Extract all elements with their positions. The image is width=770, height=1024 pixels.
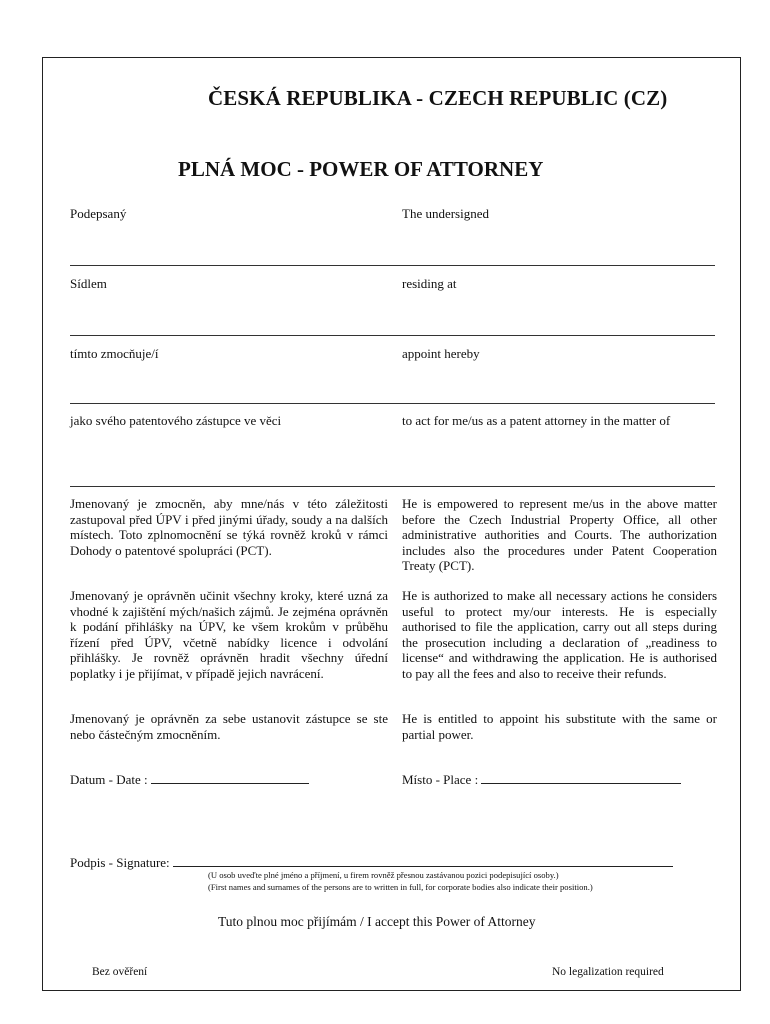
appoint-fill-line[interactable] bbox=[70, 403, 715, 404]
appoint-label-cz: tímto zmocňuje/í bbox=[70, 346, 159, 361]
authorization-clause-en: He is authorized to make all necessary actions he considers useful to protect my/our interests. He is especially authorised to file the application, carry out all steps during the prosecution including a declaration of „readiness to license“ and withdrawing the application. He is authorised to pay all the fees and also to receive their refunds. bbox=[402, 588, 717, 681]
signature-note-cz: (U osob uveďte plné jméno a příjmení, u firem rovněž přesnou zastávanou pozici podepisující osoby.) bbox=[208, 870, 559, 880]
undersigned-label-cz: Podepsaný bbox=[70, 206, 127, 221]
matter-label-en: to act for me/us as a patent attorney in the matter of bbox=[402, 413, 671, 428]
signature-field bbox=[70, 855, 673, 871]
undersigned-label-en: The undersigned bbox=[402, 206, 490, 221]
acceptance-statement: Tuto plnou moc přijímám / I accept this Power of Attorney bbox=[218, 914, 536, 929]
date-label: Datum - Date : bbox=[70, 772, 148, 787]
date-fill-line[interactable] bbox=[151, 772, 309, 784]
document-title: PLNÁ MOC - POWER OF ATTORNEY bbox=[178, 157, 544, 181]
place-fill-line[interactable] bbox=[481, 772, 681, 784]
signature-fill-line[interactable] bbox=[173, 855, 673, 867]
signature-label: Podpis - Signature: bbox=[70, 855, 170, 870]
footer-no-legalization-en: No legalization required bbox=[552, 966, 664, 978]
appoint-label-en: appoint hereby bbox=[402, 346, 480, 361]
place-field bbox=[402, 772, 681, 788]
residing-label-en: residing at bbox=[402, 276, 457, 291]
date-field bbox=[70, 772, 309, 788]
signature-note-en: (First names and surnames of the persons are to written in full, for corporate bodies also indicate their position.) bbox=[208, 882, 593, 892]
empowerment-clause-cz: Jmenovaný je zmocněn, aby mne/nás v této záležitosti zastupoval před ÚPV i před jinými úřady, soudy a na dalších místech. Toto zplnomocnění se týká rovněž kroků v rámci Dohody o patentové spolupráci (PCT). bbox=[70, 496, 388, 558]
authorization-clause-cz: Jmenovaný je oprávněn učinit všechny kroky, které uzná za vhodné k zajištění mých/našich zájmů. Je zejména oprávněn k podání přihlášky na ÚPV, ke všem krokům v průběhu řízení před ÚPV, včetně nabídky licence i odvolání přihlášky. Je rovněž oprávněn hradit všechny úřední poplatky i je přijímat, v případě jejich navrácení. bbox=[70, 588, 388, 681]
place-label: Místo - Place : bbox=[402, 772, 479, 787]
substitute-clause-en: He is entitled to appoint his substitute with the same or partial power. bbox=[402, 711, 717, 742]
residing-label-cz: Sídlem bbox=[70, 276, 107, 291]
substitute-clause-cz: Jmenovaný je oprávněn za sebe ustanovit zástupce se ste nebo částečným zmocněním. bbox=[70, 711, 388, 742]
matter-label-cz: jako svého patentového zástupce ve věci bbox=[70, 413, 282, 428]
undersigned-fill-line[interactable] bbox=[70, 265, 715, 266]
residing-fill-line[interactable] bbox=[70, 335, 715, 336]
country-heading: ČESKÁ REPUBLIKA - CZECH REPUBLIC (CZ) bbox=[208, 86, 668, 110]
matter-fill-line[interactable] bbox=[70, 486, 715, 487]
empowerment-clause-en: He is empowered to represent me/us in the above matter before the Czech Industrial Property Office, all other administrative authorities and Courts. The authorization includes also the procedures under Patent Cooperation Treaty (PCT). bbox=[402, 496, 717, 573]
footer-no-verification-cz: Bez ověření bbox=[92, 966, 148, 978]
